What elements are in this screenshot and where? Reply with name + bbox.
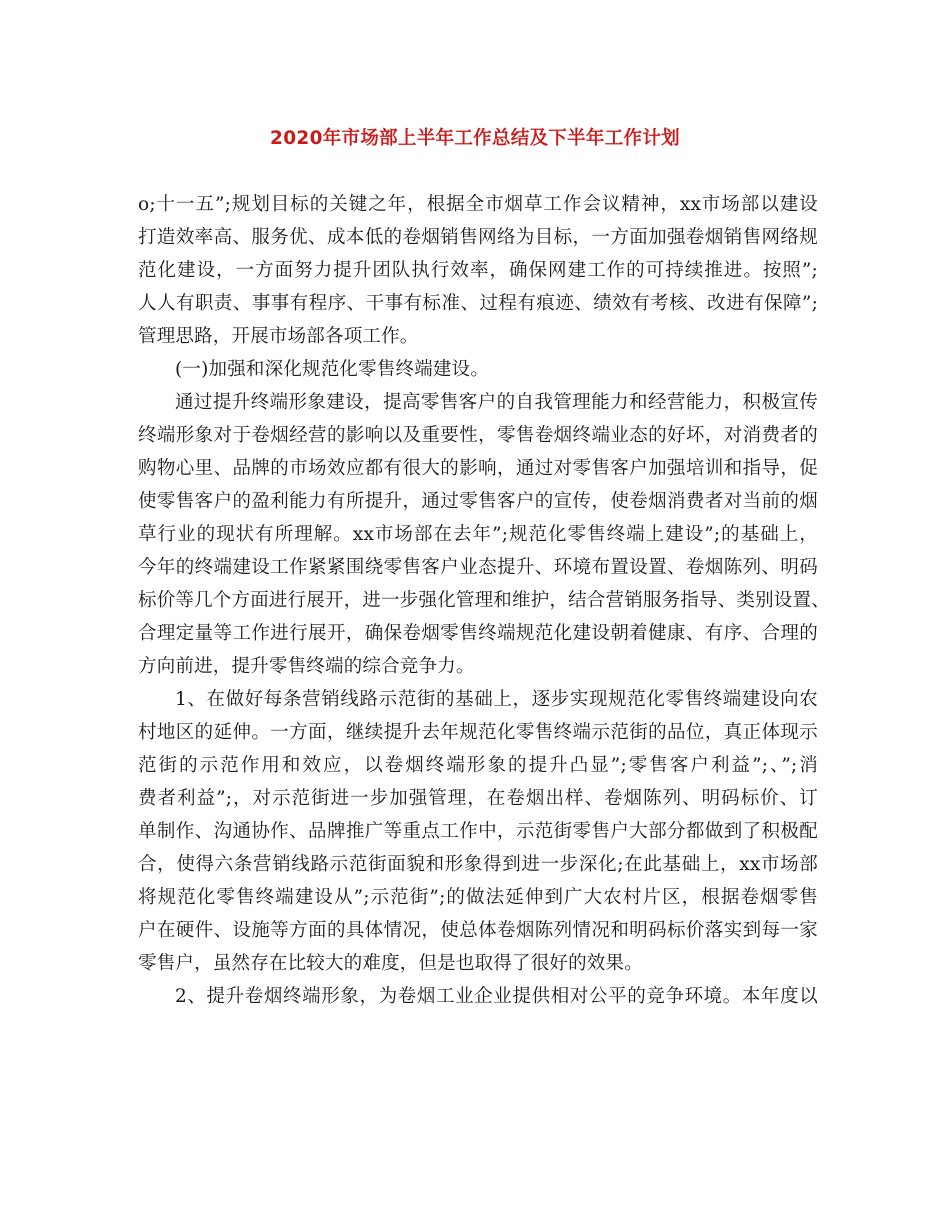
text-line: 村地区的延伸。一方面，继续提升去年规范化零售终端示范街的品位，真正体现示 xyxy=(138,722,818,743)
text-line: 人人有职责、事事有程序、干事有标准、过程有痕迹、绩效有考核、改进有保障”; xyxy=(138,293,818,314)
paragraph xyxy=(138,683,818,980)
text-line: 标价等几个方面进行展开，进一步强化管理和维护，结合营销服务指导、类别设置、 xyxy=(138,590,830,611)
text-line: 管理思路，开展市场部各项工作。 xyxy=(138,326,419,347)
paragraph-heading xyxy=(138,353,818,386)
section-heading: (一)加强和深化规范化零售终端建设。 xyxy=(175,359,490,380)
text-line: 单制作、沟通协作、品牌推广等重点工作中，示范街零售户大部分都做到了积极配 xyxy=(138,821,818,842)
text-line: 范街的示范作用和效应，以卷烟终端形象的提升凸显”;零售客户利益”;、”;消 xyxy=(138,755,818,776)
text-line: 1、在做好每条营销线路示范街的基础上，逐步实现规范化零售终端建设向农 xyxy=(175,689,818,710)
text-line: 2、提升卷烟终端形象，为卷烟工业企业提供相对公平的竞争环境。本年度以 xyxy=(175,986,818,1007)
text-line: 草行业的现状有所理解。xx市场部在去年”;规范化零售终端上建设”;的基础上， xyxy=(138,524,818,545)
text-line: 合，使得六条营销线路示范街面貌和形象得到进一步深化;在此基础上，xx市场部 xyxy=(138,854,818,875)
text-line: o;十一五”;规划目标的关键之年，根据全市烟草工作会议精神，xx市场部以建设 xyxy=(138,194,818,215)
text-line: 通过提升终端形象建设，提高零售客户的自我管理能力和经营能力，积极宣传 xyxy=(175,392,818,413)
text-line: 打造效率高、服务优、成本低的卷烟销售网络为目标，一方面加强卷烟销售网络规 xyxy=(138,227,818,248)
text-line: 使零售客户的盈利能力有所提升，通过零售客户的宣传，使卷烟消费者对当前的烟 xyxy=(138,491,818,512)
text-line: 合理定量等工作进行展开，确保卷烟零售终端规范化建设朝着健康、有序、合理的 xyxy=(138,623,818,644)
text-line: 户在硬件、设施等方面的具体情况，使总体卷烟陈列情况和明码标价落实到每一家 xyxy=(138,920,818,941)
text-line: 将规范化零售终端建设从”;示范街”;的做法延伸到广大农村片区，根据卷烟零售 xyxy=(138,887,818,908)
document-title: 2020年市场部上半年工作总结及下半年工作计划 xyxy=(270,128,680,149)
text-line: 范化建设，一方面努力提升团队执行效率，确保网建工作的可持续推进。按照”; xyxy=(138,260,818,281)
text-line: 终端形象对于卷烟经营的影响以及重要性，零售卷烟终端业态的好坏，对消费者的 xyxy=(138,425,818,446)
paragraph xyxy=(138,980,818,1013)
document-body xyxy=(138,188,830,1013)
paragraph xyxy=(138,188,818,353)
text-line: 购物心里、品牌的市场效应都有很大的影响，通过对零售客户加强培训和指导，促 xyxy=(138,458,818,479)
text-line: 方向前进，提升零售终端的综合竞争力。 xyxy=(138,656,475,677)
text-line: 零售户，虽然存在比较大的难度，但是也取得了很好的效果。 xyxy=(138,953,643,974)
text-line: 今年的终端建设工作紧紧围绕零售客户业态提升、环境布置设置、卷烟陈列、明码 xyxy=(138,557,818,578)
paragraph xyxy=(138,386,830,683)
text-line: 费者利益”;，对示范街进一步加强管理，在卷烟出样、卷烟陈列、明码标价、订 xyxy=(138,788,818,809)
